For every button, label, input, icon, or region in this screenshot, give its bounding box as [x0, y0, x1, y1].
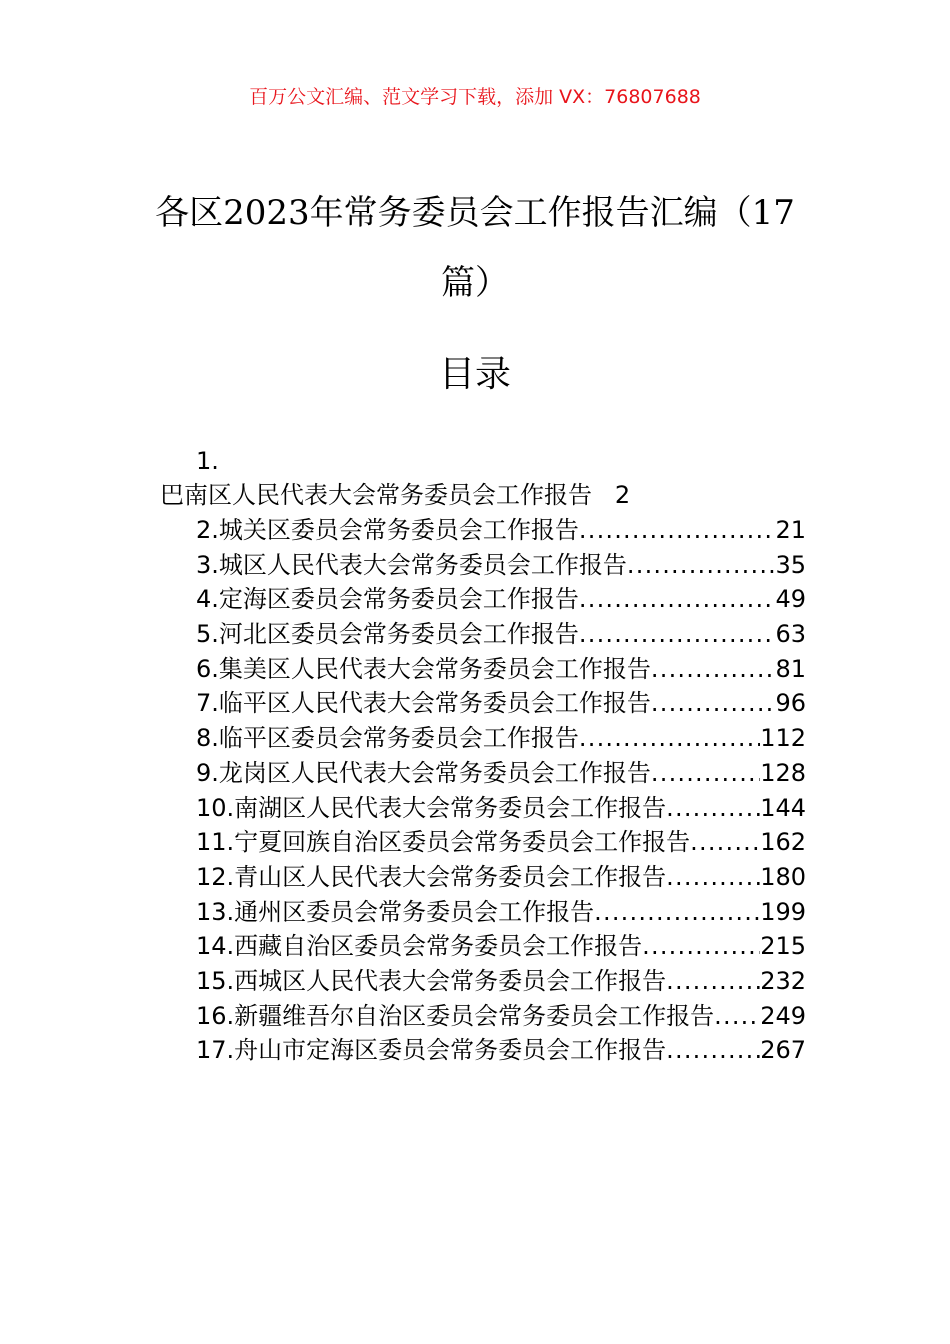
toc-first-label: 巴南区人民代表大会常务委员会工作报告 [160, 481, 592, 509]
header-promo-note: 百万公文汇编、范文学习下载，添加 VX：76807688 [249, 86, 701, 108]
toc-entry-page: 215 [760, 932, 806, 961]
toc-entry[interactable] [196, 582, 806, 617]
toc-entry-label: 10.南湖区人民代表大会常务委员会工作报告 [196, 793, 667, 822]
toc-entry-page: 112 [760, 724, 806, 753]
toc-heading: 目录 [438, 354, 511, 395]
toc-entry[interactable] [196, 652, 806, 687]
toc-entry-page: 162 [760, 828, 806, 857]
toc-entry-label: 2.城关区委员会常务委员会工作报告 [196, 516, 579, 544]
toc-entry-page: 249 [760, 1001, 806, 1030]
toc-dot-leader [579, 617, 776, 652]
toc-entry-page: 128 [760, 758, 806, 787]
toc-entry-page: 81 [775, 654, 806, 683]
toc-entry[interactable] [196, 756, 806, 791]
toc-entry-label: 3.城区人民代表大会常务委员会工作报告 [196, 550, 627, 579]
toc-dot-leader [714, 999, 760, 1034]
toc-entry[interactable] [196, 825, 806, 860]
toc-entry-label: 16.新疆维吾尔自治区委员会常务委员会工作报告 [196, 1001, 715, 1030]
toc-entry-page: 180 [760, 862, 806, 891]
toc-entry-label: 4.定海区委员会常务委员会工作报告 [196, 585, 579, 614]
toc-entry[interactable] [196, 929, 806, 964]
toc-entry-page: 49 [775, 585, 806, 614]
toc-dot-leader [579, 582, 776, 617]
toc-entry-page: 144 [760, 793, 806, 822]
toc-entry[interactable] [196, 617, 806, 652]
title-middle: 年常务委员会工作报告汇编（ [309, 193, 752, 233]
toc-dot-leader [627, 548, 776, 583]
toc-entry-page: 96 [775, 689, 806, 718]
toc-entry[interactable] [196, 1033, 806, 1068]
toc-dot-leader [651, 756, 760, 791]
toc-dot-leader [594, 895, 760, 930]
toc-dot-leader [579, 721, 760, 756]
toc-entry-page: 199 [760, 897, 806, 926]
title-suffix: 篇） [441, 263, 509, 303]
toc-entry[interactable] [196, 895, 806, 930]
title-year: 2023 [223, 193, 310, 233]
toc-first-entry[interactable] [160, 480, 630, 510]
toc-entry[interactable] [196, 999, 806, 1034]
toc-entry-label: 5.河北区委员会常务委员会工作报告 [196, 620, 579, 649]
toc-entry-label: 12.青山区人民代表大会常务委员会工作报告 [196, 862, 667, 891]
toc-entry-label: 17.舟山市定海区委员会常务委员会工作报告 [196, 1036, 667, 1065]
toc-entry[interactable] [196, 721, 806, 756]
toc-entry-label: 13.通州区委员会常务委员会工作报告 [196, 897, 595, 926]
toc-list [196, 513, 806, 1068]
toc-entry[interactable] [196, 860, 806, 895]
toc-first-page: 2 [614, 481, 631, 509]
toc-entry-label: 15.西城区人民代表大会常务委员会工作报告 [196, 966, 667, 995]
toc-entry-label: 11.宁夏回族自治区委员会常务委员会工作报告 [196, 828, 691, 857]
toc-dot-leader [690, 825, 760, 860]
toc-entry-label: 14.西藏自治区委员会常务委员会工作报告 [196, 932, 643, 961]
toc-first-number[interactable]: 1. [196, 447, 219, 475]
title-prefix: 各区 [155, 193, 224, 233]
toc-dot-leader [642, 929, 760, 964]
toc-dot-leader [666, 964, 760, 999]
toc-entry[interactable] [196, 791, 806, 826]
toc-entry-label: 7.临平区人民代表大会常务委员会工作报告 [196, 689, 651, 718]
toc-dot-leader [666, 860, 760, 895]
toc-entry-page: 21 [775, 516, 806, 544]
toc-entry-page: 267 [760, 1036, 806, 1065]
toc-entry-page: 63 [775, 620, 806, 649]
toc-dot-leader [666, 791, 760, 826]
toc-entry-page: 35 [775, 550, 806, 579]
toc-dot-leader [579, 513, 776, 548]
toc-entry[interactable] [196, 686, 806, 721]
toc-dot-leader [666, 1033, 760, 1068]
document-title [140, 178, 810, 318]
toc-entry[interactable] [196, 513, 806, 548]
toc-dot-leader [651, 686, 776, 721]
title-count: 17 [751, 193, 795, 233]
toc-entry-label: 6.集美区人民代表大会常务委员会工作报告 [196, 654, 651, 683]
toc-entry-label: 9.龙岗区人民代表大会常务委员会工作报告 [196, 758, 651, 787]
toc-entry-label: 8.临平区委员会常务委员会工作报告 [196, 724, 579, 753]
toc-entry[interactable] [196, 548, 806, 583]
toc-dot-leader [651, 652, 776, 687]
toc-entry-page: 232 [760, 966, 806, 995]
toc-entry[interactable] [196, 964, 806, 999]
